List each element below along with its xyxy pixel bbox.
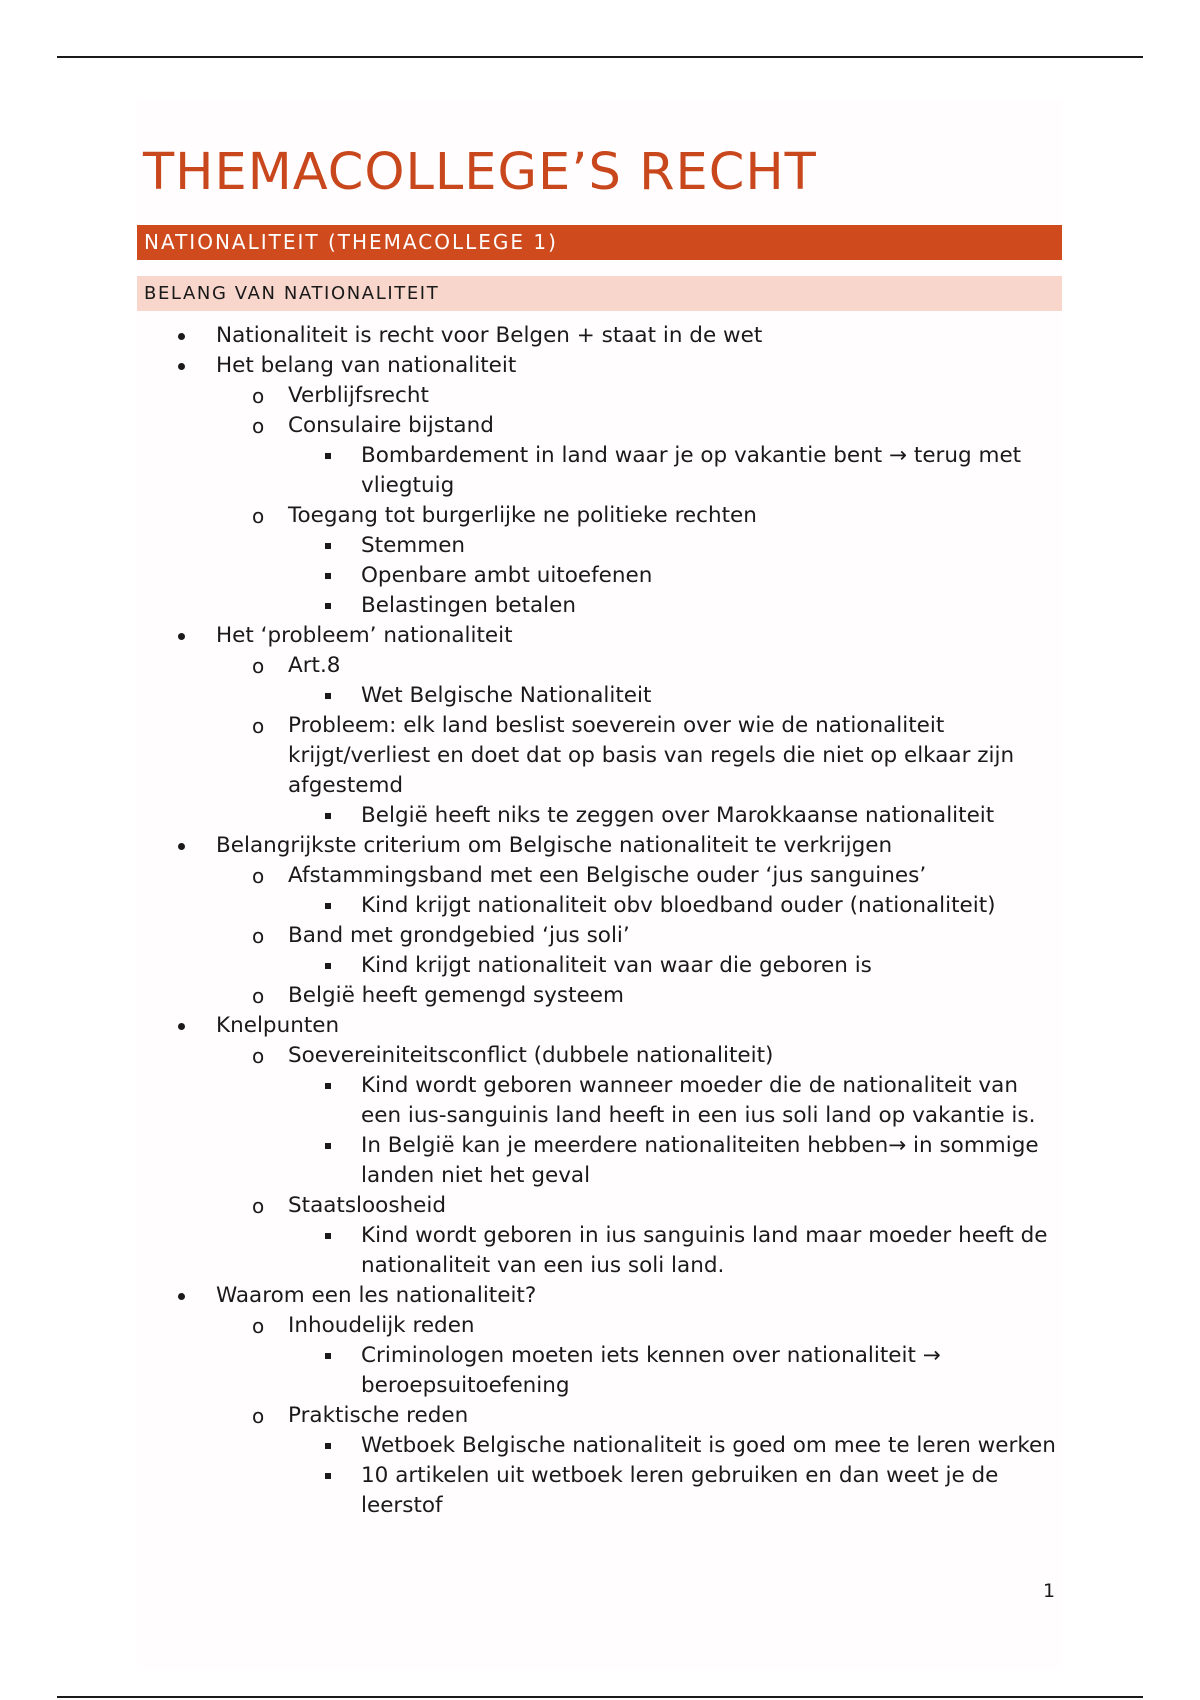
list-item-text: Toegang tot burgerlijke ne politieke rechten xyxy=(288,503,757,528)
list-item-text: Staatsloosheid xyxy=(288,1193,447,1218)
list-item-level-2 xyxy=(0,1191,1076,1221)
list-item-level-2 xyxy=(0,861,1076,891)
hollow-bullet-icon: o xyxy=(252,1314,265,1338)
list-item-text: Criminologen moeten iets kennen over nationaliteit → beroepsuitoefening xyxy=(361,1343,941,1398)
list-item-level-3 xyxy=(0,1341,1061,1401)
list-item-level-1 xyxy=(0,831,1076,861)
list-item-text: Afstammingsband met een Belgische ouder ‘jus sanguines’ xyxy=(288,863,927,888)
list-item-level-3 xyxy=(0,1221,1061,1281)
list-item-text: Wet Belgische Nationaliteit xyxy=(361,683,652,708)
list-item-text: België heeft niks te zeggen over Marokkaanse nationaliteit xyxy=(361,803,995,828)
hollow-bullet-icon: o xyxy=(252,1194,265,1218)
list-item-text: Openbare ambt uitoefenen xyxy=(361,563,653,588)
list-item-level-1 xyxy=(0,1011,1076,1041)
hollow-bullet-icon: o xyxy=(252,384,265,408)
list-item-level-3 xyxy=(0,681,1061,711)
list-item-level-1 xyxy=(0,321,1076,351)
list-item-text: In België kan je meerdere nationaliteiten hebben→ in sommige landen niet het geval xyxy=(361,1133,1039,1188)
list-item-text: België heeft gemengd systeem xyxy=(288,983,624,1008)
list-item-text: Stemmen xyxy=(361,533,466,558)
hollow-bullet-icon: o xyxy=(252,714,265,738)
page-number: 1 xyxy=(1043,1580,1056,1602)
list-item-level-3 xyxy=(0,591,1061,621)
list-item-text: Inhoudelijk reden xyxy=(288,1313,475,1338)
footer-rule xyxy=(57,1696,1143,1698)
list-item-level-2 xyxy=(0,921,1076,951)
list-item-level-3 xyxy=(0,891,1061,921)
list-item-level-2 xyxy=(0,1041,1076,1071)
list-item-text: Waarom een les nationaliteit? xyxy=(216,1283,537,1308)
hollow-bullet-icon: o xyxy=(252,504,265,528)
header-rule xyxy=(57,56,1143,58)
list-item-level-2 xyxy=(0,651,1076,681)
list-item-level-3 xyxy=(0,801,1061,831)
list-item-text: Kind wordt geboren in ius sanguinis land maar moeder heeft de nationaliteit van een ius soli land. xyxy=(361,1223,1048,1278)
list-item-text: Consulaire bijstand xyxy=(288,413,494,438)
hollow-bullet-icon: o xyxy=(252,924,265,948)
list-item-level-3 xyxy=(0,1461,1061,1521)
list-item-text: Soevereiniteitsconflict (dubbele nationaliteit) xyxy=(288,1043,774,1068)
list-item-text: Bombardement in land waar je op vakantie bent → terug met vliegtuig xyxy=(361,443,1022,498)
list-item-level-2 xyxy=(0,981,1076,1011)
list-item-text: Art.8 xyxy=(288,653,341,678)
list-item-level-1 xyxy=(0,351,1076,381)
list-item-level-2 xyxy=(0,501,1076,531)
hollow-bullet-icon: o xyxy=(252,984,265,1008)
list-item-text: Kind krijgt nationaliteit van waar die geboren is xyxy=(361,953,872,978)
list-item-text: Knelpunten xyxy=(216,1013,340,1038)
hollow-bullet-icon: o xyxy=(252,414,265,438)
list-item-text: Kind krijgt nationaliteit obv bloedband ouder (nationaliteit) xyxy=(361,893,996,918)
list-item-level-2 xyxy=(0,711,1076,801)
list-item-text: Band met grondgebied ‘jus soli’ xyxy=(288,923,630,948)
list-item-text: Het belang van nationaliteit xyxy=(216,353,517,378)
list-item-level-3 xyxy=(0,561,1061,591)
hollow-bullet-icon: o xyxy=(252,864,265,888)
list-item-level-2 xyxy=(0,1401,1076,1431)
list-item-text: Belangrijkste criterium om Belgische nationaliteit te verkrijgen xyxy=(216,833,893,858)
list-item-text: Probleem: elk land beslist soeverein over wie de nationaliteit krijgt/verliest en doet dat op basis van regels die niet op elkaar zijn afgestemd xyxy=(288,713,1015,798)
list-item-level-3 xyxy=(0,1071,1061,1131)
list-item-text: Praktische reden xyxy=(288,1403,469,1428)
hollow-bullet-icon: o xyxy=(252,654,265,678)
section-heading: NATIONALITEIT (THEMACOLLEGE 1) xyxy=(137,225,1062,260)
document-title: THEMACOLLEGE’S RECHT xyxy=(143,143,817,202)
list-item-level-3 xyxy=(0,531,1061,561)
bullet-list xyxy=(0,321,1200,1521)
list-item-level-3 xyxy=(0,1131,1061,1191)
list-item-level-2 xyxy=(0,1311,1076,1341)
list-item-text: 10 artikelen uit wetboek leren gebruiken en dan weet je de leerstof xyxy=(361,1463,999,1518)
list-item-level-1 xyxy=(0,1281,1076,1311)
list-item-level-2 xyxy=(0,381,1076,411)
list-item-level-3 xyxy=(0,1431,1061,1461)
hollow-bullet-icon: o xyxy=(252,1404,265,1428)
list-item-level-3 xyxy=(0,951,1061,981)
list-item-text: Wetboek Belgische nationaliteit is goed om mee te leren werken xyxy=(361,1433,1056,1458)
list-item-level-3 xyxy=(0,441,1061,501)
list-item-level-2 xyxy=(0,411,1076,441)
list-item-text: Belastingen betalen xyxy=(361,593,576,618)
subsection-heading: BELANG VAN NATIONALITEIT xyxy=(137,276,1062,311)
list-item-text: Nationaliteit is recht voor Belgen + staat in de wet xyxy=(216,323,763,348)
list-item-text: Verblijfsrecht xyxy=(288,383,429,408)
list-item-level-1 xyxy=(0,621,1076,651)
hollow-bullet-icon: o xyxy=(252,1044,265,1068)
list-item-text: Het ‘probleem’ nationaliteit xyxy=(216,623,513,648)
list-item-text: Kind wordt geboren wanneer moeder die de nationaliteit van een ius-sanguinis land heeft in een ius soli land op vakantie is. xyxy=(361,1073,1036,1128)
